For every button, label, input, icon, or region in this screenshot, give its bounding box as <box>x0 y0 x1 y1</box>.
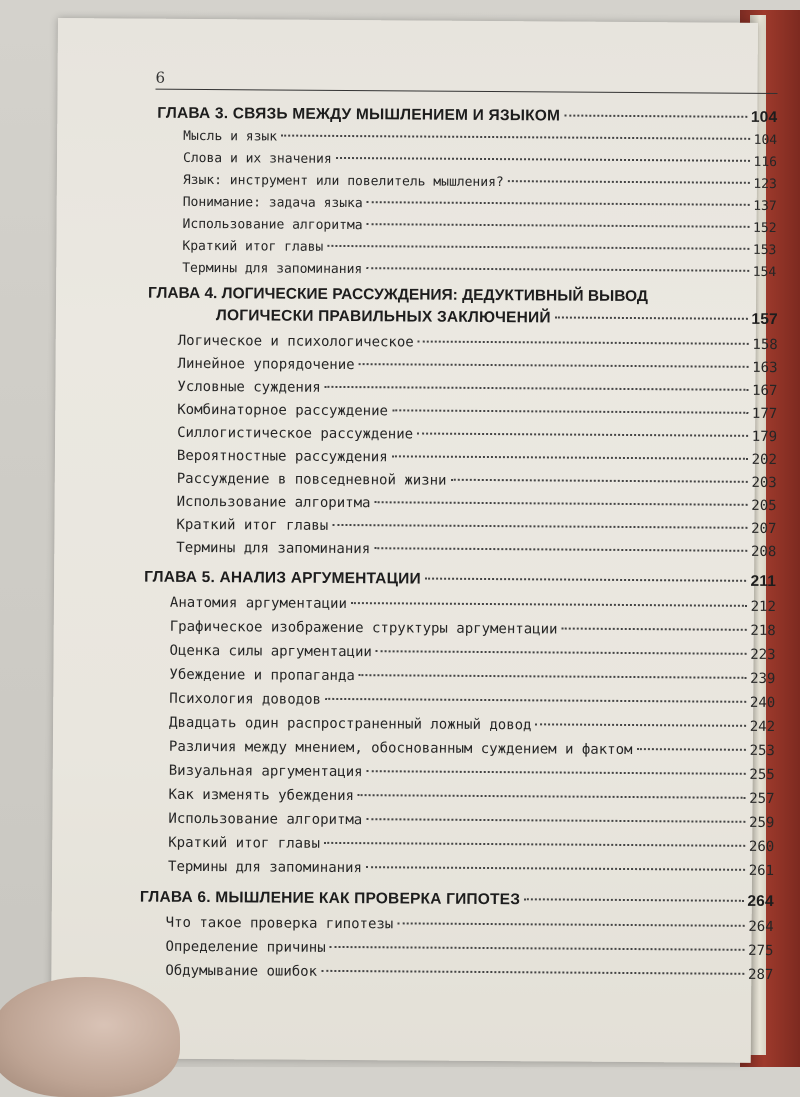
dot-leader <box>524 898 743 902</box>
toc-item: Использование алгоритма 205 <box>176 493 777 515</box>
page-number: 6 <box>155 68 166 87</box>
toc-item: Анатомия аргументации 212 <box>169 594 776 616</box>
book-page <box>51 18 778 1063</box>
toc-item: Линейное упорядочение 163 <box>177 355 778 377</box>
chapter-page: 264 <box>747 892 774 911</box>
toc-item: Обдумывание ошибок 287 <box>165 962 774 984</box>
chapter-title: ГЛАВА 5. АНАЛИЗ АРГУМЕНТАЦИИ <box>144 568 421 588</box>
toc-item: Использование алгоритма 152 <box>182 216 777 237</box>
chapter-title: ГЛАВА 6. МЫШЛЕНИЕ КАК ПРОВЕРКА ГИПОТЕЗ <box>139 888 521 909</box>
toc-item: Рассуждение в повседневной жизни 203 <box>176 470 777 492</box>
table-of-contents <box>58 18 778 984</box>
dot-leader <box>555 316 748 319</box>
dot-leader <box>564 115 747 118</box>
toc-item: Как изменять убеждения 257 <box>168 786 775 808</box>
toc-item: Графическое изображение структуры аргументации 218 <box>169 618 776 640</box>
chapter-4-heading <box>216 307 778 329</box>
toc-item: Визуальная аргументация 255 <box>168 762 775 784</box>
toc-item: Комбинаторное рассуждение 177 <box>177 401 778 423</box>
chapter-4-heading-line1: ГЛАВА 4. ЛОГИЧЕСКИЕ РАССУЖДЕНИЯ: ДЕДУКТИВНЫЙ ВЫВОД <box>148 284 649 306</box>
toc-item: Психология доводов 240 <box>169 690 776 712</box>
chapter-5-heading <box>144 569 776 591</box>
chapter-page: 157 <box>751 310 778 329</box>
chapter-page: 104 <box>750 108 778 127</box>
toc-item: Краткий итог главы 153 <box>182 238 777 259</box>
toc-item: Краткий итог главы 260 <box>168 834 775 856</box>
thumb <box>0 977 180 1097</box>
toc-item: Определение причины 275 <box>165 938 774 960</box>
toc-item: Вероятностные рассуждения 202 <box>176 447 777 469</box>
chapter-title: ЛОГИЧЕСКИ ПРАВИЛЬНЫХ ЗАКЛЮЧЕНИЙ <box>215 307 551 327</box>
toc-item: Логическое и психологическое 158 <box>177 332 778 354</box>
toc-item: Мысль и язык 104 <box>183 128 778 149</box>
toc-item: Термины для запоминания 261 <box>168 858 775 880</box>
toc-item: Что такое проверка гипотезы 264 <box>165 914 774 936</box>
toc-item: Оценка силы аргументации 223 <box>169 642 776 664</box>
chapter-3-heading <box>157 105 777 127</box>
toc-item: Краткий итог главы 207 <box>176 516 777 538</box>
toc-item: Убеждение и пропаганда 239 <box>169 666 776 688</box>
toc-item: Термины для запоминания 208 <box>176 539 777 561</box>
chapter-6-heading <box>140 889 774 911</box>
toc-item: Термины для запоминания 154 <box>182 260 777 281</box>
dot-leader <box>425 578 747 582</box>
toc-item: Условные суждения 167 <box>177 378 778 400</box>
toc-item: Слова и их значения 116 <box>182 150 778 171</box>
toc-item: Язык: инструмент или повелитель мышления? 123 <box>182 172 777 193</box>
toc-item: Силлогистическое рассуждение 179 <box>177 424 778 446</box>
header-rule <box>156 89 778 94</box>
chapter-title: ГЛАВА 3. СВЯЗЬ МЕЖДУ МЫШЛЕНИЕМ И ЯЗЫКОМ <box>157 104 561 125</box>
toc-item: Двадцать один распространенный ложный довод 242 <box>169 714 776 736</box>
toc-item: Использование алгоритма 259 <box>168 810 775 832</box>
toc-item: Понимание: задача языка 137 <box>182 194 777 215</box>
toc-item: Различия между мнением, обоснованным суждением и фактом 253 <box>168 738 775 760</box>
chapter-page: 211 <box>750 572 777 591</box>
